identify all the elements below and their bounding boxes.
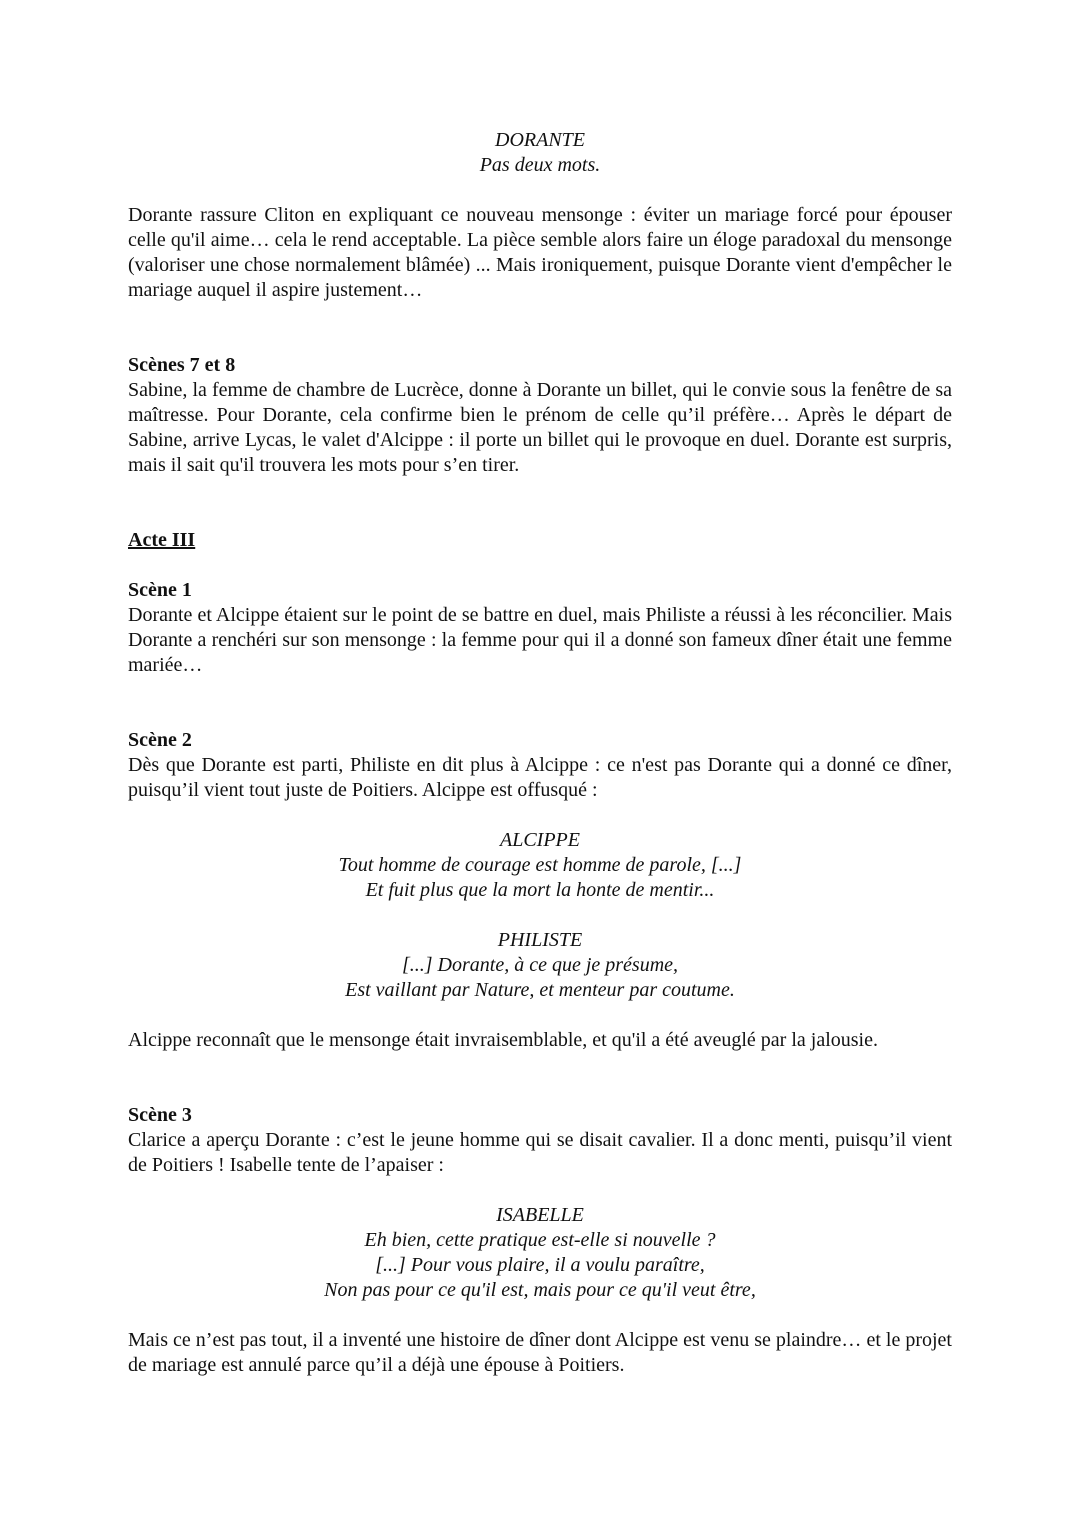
verse-line: [...] Dorante, à ce que je présume, xyxy=(401,954,679,976)
philiste-quote xyxy=(128,928,952,1003)
paragraph-scene-3: Clarice a aperçu Dorante : c’est le jeune homme qui se disait cavalier. Il a donc menti, puisqu’il vient de Poitiers ! Isabelle tente de l’apaiser : xyxy=(128,1129,952,1176)
paragraph-scenes-7-8: Sabine, la femme de chambre de Lucrèce, donne à Dorante un billet, qui le convie sous la fenêtre de sa maîtresse. Pour Dorante, cela confirme bien le prénom de celle qu’il préfère… Après le départ de Sabine, arrive Lycas, le valet d'Alcippe : il porte un billet qui le provoque en duel. Dorante est surpris, mais il sait qu'il trouvera les mots pour s’en tirer. xyxy=(128,379,952,476)
paragraph-alcippe-admits: Alcippe reconnaît que le mensonge était invraisemblable, et qu'il a été aveuglé par la jalousie. xyxy=(128,1029,878,1051)
verse-line: Est vaillant par Nature, et menteur par coutume. xyxy=(345,979,735,1001)
alcippe-quote xyxy=(128,828,952,903)
verse-line: Et fuit plus que la mort la honte de mentir... xyxy=(365,879,715,901)
section-heading-scene-1: Scène 1 xyxy=(128,579,192,601)
speaker-name: ALCIPPE xyxy=(500,829,580,851)
section-heading-scene-2: Scène 2 xyxy=(128,729,192,751)
speaker-name: PHILISTE xyxy=(497,929,583,951)
verse-line: [...] Pour vous plaire, il a voulu paraître, xyxy=(375,1254,705,1276)
paragraph-dorante-explains: Dorante rassure Cliton en expliquant ce nouveau mensonge : éviter un mariage forcé pour épouser celle qu'il aime… cela le rend acceptable. La pièce semble alors faire un éloge paradoxal du mensonge (valoriser une chose normalement blâmée) ... Mais ironiquement, puisque Dorante vient d'empêcher le mariage auquel il aspire justement… xyxy=(128,204,952,301)
paragraph-marriage-cancelled: Mais ce n’est pas tout, il a inventé une histoire de dîner dont Alcippe est venu se plaindre… et le projet de mariage est annulé parce qu’il a déjà une épouse à Poitiers. xyxy=(128,1329,952,1376)
act-heading-3: Acte III xyxy=(128,529,196,551)
paragraph-scene-2: Dès que Dorante est parti, Philiste en dit plus à Alcippe : ce n'est pas Dorante qui a donné ce dîner, puisqu’il vient tout juste de Poitiers. Alcippe est offusqué : xyxy=(128,754,952,801)
section-heading-scene-3: Scène 3 xyxy=(128,1104,192,1126)
verse-line: Eh bien, cette pratique est-elle si nouvelle ? xyxy=(364,1229,716,1251)
isabelle-quote xyxy=(128,1203,952,1303)
verse-line: Pas deux mots. xyxy=(479,154,601,176)
paragraph-scene-1: Dorante et Alcippe étaient sur le point de se battre en duel, mais Philiste a réussi à les réconcilier. Mais Dorante a renchéri sur son mensonge : la femme pour qui il a donné son fameux dîner était une femme mariée… xyxy=(128,604,952,676)
section-heading-scenes-7-8: Scènes 7 et 8 xyxy=(128,354,236,376)
verse-line: Non pas pour ce qu'il est, mais pour ce qu'il veut être, xyxy=(324,1279,756,1301)
speaker-name: DORANTE xyxy=(495,129,585,151)
speaker-name: ISABELLE xyxy=(496,1204,584,1226)
dorante-quote xyxy=(128,128,952,178)
verse-line: Tout homme de courage est homme de parole, [...] xyxy=(338,854,742,876)
